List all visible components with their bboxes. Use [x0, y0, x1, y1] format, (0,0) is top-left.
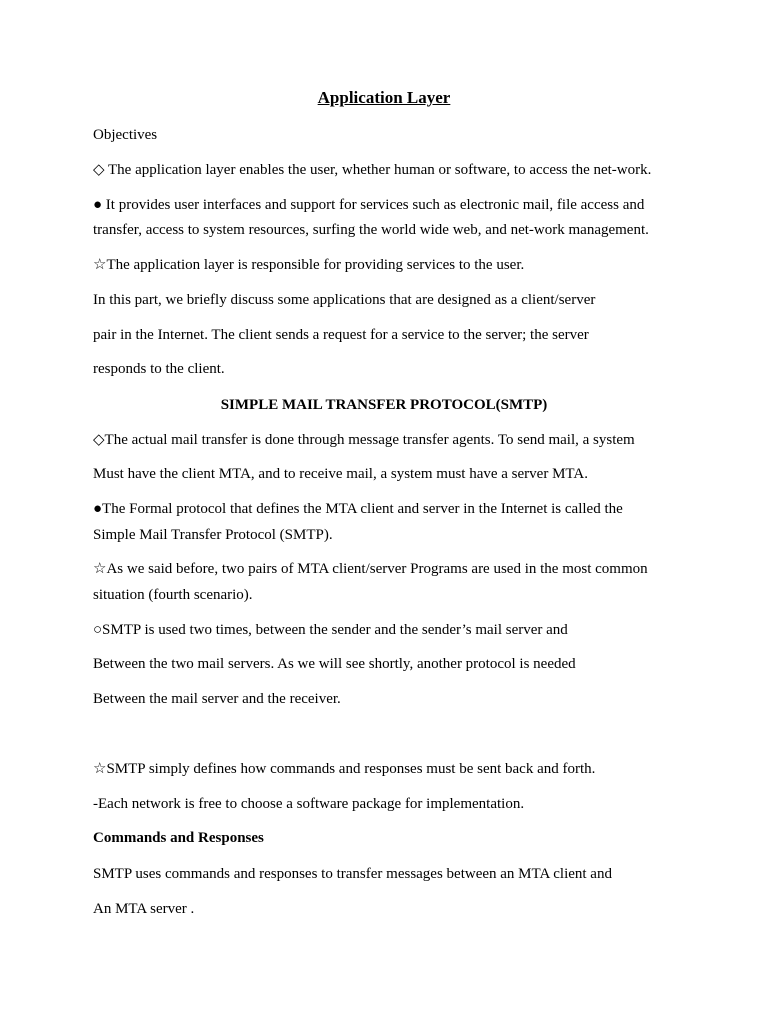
paragraph-8-line-2: Between the two mail servers. As we will see shortly, another protocol is needed	[93, 656, 576, 672]
smtp-heading: SIMPLE MAIL TRANSFER PROTOCOL(SMTP)	[220, 397, 548, 413]
paragraph-2-line-2: transfer, access to system resources, surfing the world wide web, and net-work management.	[93, 222, 649, 238]
paragraph-2-line-1: ● It provides user interfaces and support for services such as electronic mail, file access and	[93, 197, 645, 213]
paragraph-6-line-2: Simple Mail Transfer Protocol (SMTP).	[93, 527, 333, 543]
paragraph-11-line-2: An MTA server .	[93, 901, 195, 917]
paragraph-4-line-3: responds to the client.	[93, 361, 225, 377]
objectives-label: Objectives	[93, 127, 158, 143]
paragraph-8-line-1: ○SMTP is used two times, between the sender and the sender’s mail server and	[93, 622, 568, 638]
paragraph-5-line-1: ◇The actual mail transfer is done through message transfer agents. To send mail, a system	[93, 432, 635, 448]
paragraph-8-line-3: Between the mail server and the receiver.	[93, 691, 341, 707]
paragraph-5-line-2: Must have the client MTA, and to receive mail, a system must have a server MTA.	[93, 466, 588, 482]
paragraph-4-line-1: In this part, we briefly discuss some applications that are designed as a client/server	[93, 292, 596, 308]
paragraph-1: ◇ The application layer enables the user, whether human or software, to access the net-work.	[93, 162, 652, 178]
paragraph-11-line-1: SMTP uses commands and responses to transfer messages between an MTA client and	[93, 866, 612, 882]
paragraph-6-line-1: ●The Formal protocol that defines the MTA client and server in the Internet is called the	[93, 501, 623, 517]
paragraph-3: ☆The application layer is responsible for providing services to the user.	[93, 257, 525, 273]
paragraph-7-line-1: ☆As we said before, two pairs of MTA client/server Programs are used in the most common	[93, 561, 648, 577]
paragraph-4-line-2: pair in the Internet. The client sends a request for a service to the server; the server	[93, 327, 589, 343]
paragraph-10: -Each network is free to choose a software package for implementation.	[93, 796, 525, 812]
commands-heading: Commands and Responses	[93, 830, 264, 846]
paragraph-9: ☆SMTP simply defines how commands and responses must be sent back and forth.	[93, 761, 596, 777]
page-title: Application Layer	[317, 88, 451, 107]
paragraph-7-line-2: situation (fourth scenario).	[93, 587, 253, 603]
